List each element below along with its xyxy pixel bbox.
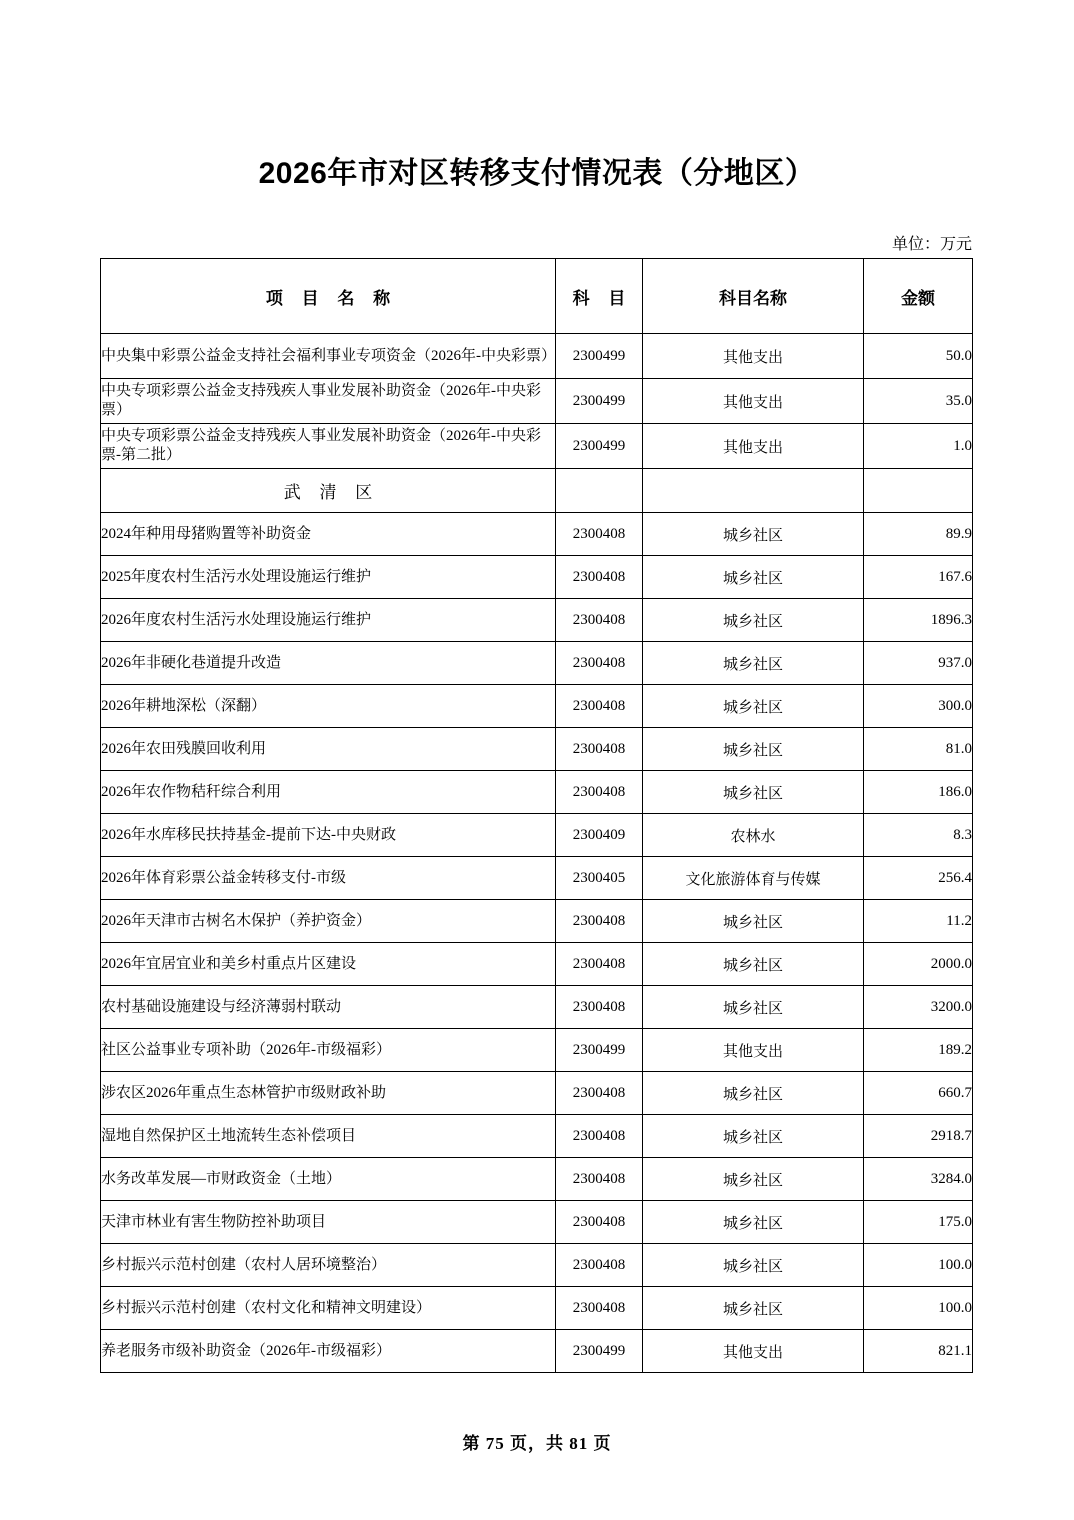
page-footer: 第 75 页，共 81 页 — [462, 1434, 612, 1453]
cell-subject-name: 城乡社区 — [643, 1158, 864, 1201]
cell-subject-code: 2300405 — [556, 857, 643, 900]
cell-subject-name: 城乡社区 — [643, 771, 864, 814]
cell-amount: 175.0 — [864, 1201, 973, 1244]
cell-amount: 50.0 — [864, 334, 973, 379]
table-row — [101, 1201, 973, 1244]
table-row — [101, 943, 973, 986]
cell-subject-code: 2300408 — [556, 900, 643, 943]
cell-subject-code: 2300408 — [556, 513, 643, 556]
cell-project-name: 2026年度农村生活污水处理设施运行维护 — [101, 599, 556, 642]
cell-subject-name: 城乡社区 — [643, 1072, 864, 1115]
cell-project-name: 水务改革发展—市财政资金（土地） — [101, 1158, 556, 1201]
cell-amount: 8.3 — [864, 814, 973, 857]
unit-label: 单位：万元 — [891, 236, 972, 253]
table-row — [101, 513, 973, 556]
cell-amount: 167.6 — [864, 556, 973, 599]
cell-subject-code: 2300408 — [556, 642, 643, 685]
cell-amount: 1896.3 — [864, 599, 973, 642]
cell-amount: 35.0 — [864, 379, 973, 424]
table-row — [101, 1244, 973, 1287]
column-header-subject-name: 科目名称 — [643, 259, 864, 334]
cell-subject-name: 其他支出 — [643, 379, 864, 424]
cell-subject-code: 2300408 — [556, 1244, 643, 1287]
cell-amount: 189.2 — [864, 1029, 973, 1072]
cell-amount: 81.0 — [864, 728, 973, 771]
cell-amount: 256.4 — [864, 857, 973, 900]
table-row — [101, 556, 973, 599]
region-code-cell — [556, 469, 643, 513]
cell-project-name: 2024年种用母猪购置等补助资金 — [101, 513, 556, 556]
cell-project-name: 涉农区2026年重点生态林管护市级财政补助 — [101, 1072, 556, 1115]
table-row — [101, 857, 973, 900]
table-row — [101, 1072, 973, 1115]
cell-subject-code: 2300408 — [556, 771, 643, 814]
cell-amount: 1.0 — [864, 424, 973, 469]
cell-project-name: 2025年度农村生活污水处理设施运行维护 — [101, 556, 556, 599]
cell-project-name: 中央集中彩票公益金支持社会福利事业专项资金（2026年-中央彩票） — [101, 334, 556, 379]
cell-project-name: 农村基础设施建设与经济薄弱村联动 — [101, 986, 556, 1029]
cell-project-name: 2026年农田残膜回收利用 — [101, 728, 556, 771]
cell-subject-name: 城乡社区 — [643, 1287, 864, 1330]
cell-subject-code: 2300499 — [556, 1029, 643, 1072]
table-row — [101, 986, 973, 1029]
cell-subject-name: 城乡社区 — [643, 685, 864, 728]
cell-amount: 660.7 — [864, 1072, 973, 1115]
cell-project-name: 2026年宜居宜业和美乡村重点片区建设 — [101, 943, 556, 986]
cell-amount: 100.0 — [864, 1287, 973, 1330]
cell-amount: 3284.0 — [864, 1158, 973, 1201]
cell-project-name: 2026年水库移民扶持基金-提前下达-中央财政 — [101, 814, 556, 857]
cell-project-name: 湿地自然保护区土地流转生态补偿项目 — [101, 1115, 556, 1158]
column-header-subject-code: 科 目 — [556, 259, 643, 334]
table-body — [101, 334, 973, 1373]
cell-subject-code: 2300499 — [556, 334, 643, 379]
cell-amount: 821.1 — [864, 1330, 973, 1373]
cell-subject-code: 2300408 — [556, 943, 643, 986]
cell-project-name: 乡村振兴示范村创建（农村文化和精神文明建设） — [101, 1287, 556, 1330]
cell-amount: 3200.0 — [864, 986, 973, 1029]
cell-subject-code: 2300408 — [556, 1072, 643, 1115]
cell-amount: 2000.0 — [864, 943, 973, 986]
cell-subject-name: 城乡社区 — [643, 513, 864, 556]
cell-subject-code: 2300499 — [556, 379, 643, 424]
cell-subject-name: 文化旅游体育与传媒 — [643, 857, 864, 900]
cell-subject-code: 2300499 — [556, 424, 643, 469]
cell-subject-name: 农林水 — [643, 814, 864, 857]
cell-subject-code: 2300408 — [556, 685, 643, 728]
cell-subject-name: 城乡社区 — [643, 1244, 864, 1287]
table-row — [101, 814, 973, 857]
cell-subject-name: 城乡社区 — [643, 1115, 864, 1158]
table-row — [101, 424, 973, 469]
cell-subject-name: 城乡社区 — [643, 556, 864, 599]
cell-project-name: 养老服务市级补助资金（2026年-市级福彩） — [101, 1330, 556, 1373]
cell-subject-code: 2300408 — [556, 1287, 643, 1330]
cell-amount: 937.0 — [864, 642, 973, 685]
cell-subject-code: 2300408 — [556, 599, 643, 642]
cell-project-name: 2026年农作物秸秆综合利用 — [101, 771, 556, 814]
transfer-payment-table — [100, 258, 973, 1373]
table-row — [101, 1029, 973, 1072]
cell-project-name: 中央专项彩票公益金支持残疾人事业发展补助资金（2026年-中央彩票） — [101, 379, 556, 424]
cell-subject-code: 2300408 — [556, 1158, 643, 1201]
cell-amount: 11.2 — [864, 900, 973, 943]
cell-project-name: 乡村振兴示范村创建（农村人居环境整治） — [101, 1244, 556, 1287]
table-row — [101, 642, 973, 685]
cell-subject-name: 城乡社区 — [643, 599, 864, 642]
region-header-row — [101, 469, 973, 513]
cell-subject-name: 城乡社区 — [643, 728, 864, 771]
column-header-project-name: 项 目 名 称 — [101, 259, 556, 334]
cell-project-name: 中央专项彩票公益金支持残疾人事业发展补助资金（2026年-中央彩票-第二批） — [101, 424, 556, 469]
cell-amount: 186.0 — [864, 771, 973, 814]
cell-subject-name: 其他支出 — [643, 424, 864, 469]
table-header-row — [101, 259, 973, 334]
cell-project-name: 2026年天津市古树名木保护（养护资金） — [101, 900, 556, 943]
cell-amount: 300.0 — [864, 685, 973, 728]
cell-subject-code: 2300408 — [556, 728, 643, 771]
table-row — [101, 334, 973, 379]
table-row — [101, 599, 973, 642]
table-row — [101, 1115, 973, 1158]
cell-subject-name: 城乡社区 — [643, 986, 864, 1029]
region-name: 武 清 区 — [101, 469, 556, 513]
cell-amount: 2918.7 — [864, 1115, 973, 1158]
cell-subject-code: 2300408 — [556, 1115, 643, 1158]
cell-subject-name: 其他支出 — [643, 1029, 864, 1072]
cell-subject-name: 城乡社区 — [643, 943, 864, 986]
cell-subject-name: 其他支出 — [643, 334, 864, 379]
page-title: 2026年市对区转移支付情况表（分地区） — [258, 157, 816, 190]
cell-subject-code: 2300409 — [556, 814, 643, 857]
cell-subject-code: 2300408 — [556, 986, 643, 1029]
cell-project-name: 2026年耕地深松（深翻） — [101, 685, 556, 728]
cell-subject-name: 其他支出 — [643, 1330, 864, 1373]
cell-project-name: 社区公益事业专项补助（2026年-市级福彩） — [101, 1029, 556, 1072]
cell-project-name: 天津市林业有害生物防控补助项目 — [101, 1201, 556, 1244]
cell-amount: 100.0 — [864, 1244, 973, 1287]
region-sname-cell — [643, 469, 864, 513]
cell-project-name: 2026年体育彩票公益金转移支付-市级 — [101, 857, 556, 900]
cell-subject-name: 城乡社区 — [643, 900, 864, 943]
region-amt-cell — [864, 469, 973, 513]
table-row — [101, 728, 973, 771]
cell-subject-code: 2300408 — [556, 556, 643, 599]
table-row — [101, 1158, 973, 1201]
cell-subject-name: 城乡社区 — [643, 1201, 864, 1244]
table-row — [101, 771, 973, 814]
table-row — [101, 379, 973, 424]
cell-project-name: 2026年非硬化巷道提升改造 — [101, 642, 556, 685]
table-row — [101, 1287, 973, 1330]
column-header-amount: 金额 — [864, 259, 973, 334]
cell-subject-name: 城乡社区 — [643, 642, 864, 685]
table-row — [101, 900, 973, 943]
table-row — [101, 1330, 973, 1373]
table-row — [101, 685, 973, 728]
cell-subject-code: 2300408 — [556, 1201, 643, 1244]
cell-subject-code: 2300499 — [556, 1330, 643, 1373]
cell-amount: 89.9 — [864, 513, 973, 556]
